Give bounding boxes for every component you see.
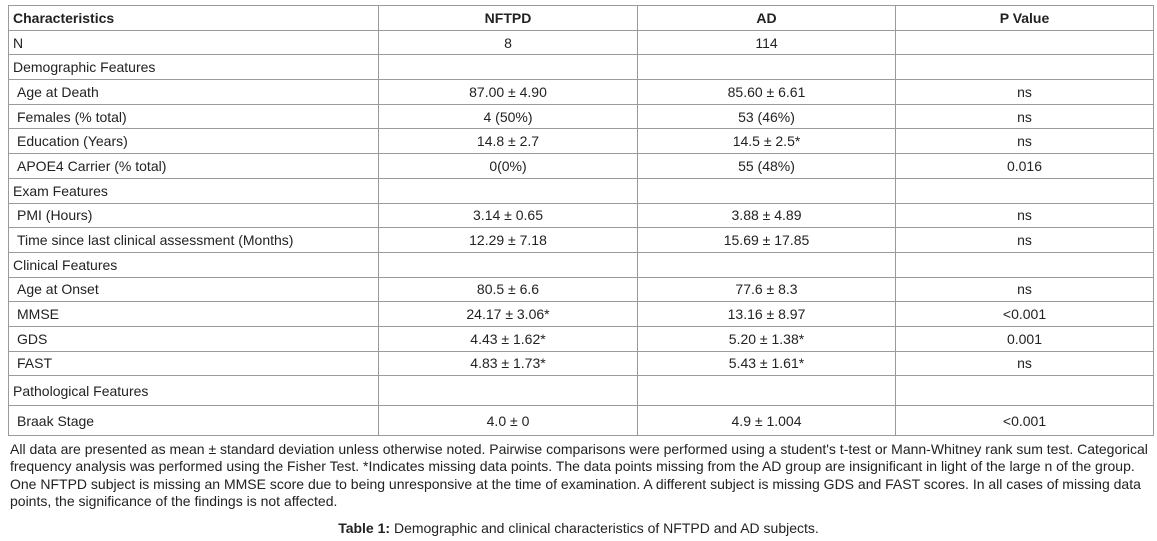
header-characteristics: Characteristics: [9, 6, 379, 31]
value-cell: 85.60 ± 6.61: [638, 80, 896, 105]
value-cell: 0.001: [896, 326, 1154, 351]
value-cell: 80.5 ± 6.6: [379, 277, 638, 302]
table-row: [9, 154, 1154, 179]
characteristic-cell: Education (Years): [9, 129, 379, 154]
characteristic-cell: Age at Onset: [9, 277, 379, 302]
value-cell: 4.83 ± 1.73*: [379, 351, 638, 376]
value-cell: ns: [896, 80, 1154, 105]
value-cell: [638, 55, 896, 80]
table-row: [9, 302, 1154, 327]
header-p-value: P Value: [896, 6, 1154, 31]
value-cell: 77.6 ± 8.3: [638, 277, 896, 302]
table-caption: [0, 520, 1157, 537]
value-cell: 14.8 ± 2.7: [379, 129, 638, 154]
value-cell: ns: [896, 277, 1154, 302]
characteristics-table-container: [8, 5, 1153, 436]
characteristic-cell: FAST: [9, 351, 379, 376]
value-cell: [379, 178, 638, 203]
value-cell: 4.43 ± 1.62*: [379, 326, 638, 351]
value-cell: <0.001: [896, 406, 1154, 436]
value-cell: [896, 376, 1154, 406]
table-row: [9, 326, 1154, 351]
section-label-cell: Clinical Features: [9, 252, 379, 277]
table-section-row: [9, 376, 1154, 406]
table-row: [9, 80, 1154, 105]
table-header-row: [9, 6, 1154, 31]
value-cell: [638, 178, 896, 203]
characteristics-table: [8, 5, 1154, 436]
table-row: [9, 104, 1154, 129]
value-cell: [638, 376, 896, 406]
value-cell: [896, 55, 1154, 80]
value-cell: ns: [896, 228, 1154, 253]
value-cell: 8: [379, 30, 638, 55]
value-cell: [896, 178, 1154, 203]
value-cell: 13.16 ± 8.97: [638, 302, 896, 327]
value-cell: [638, 252, 896, 277]
value-cell: 5.43 ± 1.61*: [638, 351, 896, 376]
characteristic-cell: Females (% total): [9, 104, 379, 129]
header-nftpd: NFTPD: [379, 6, 638, 31]
section-label-cell: Pathological Features: [9, 376, 379, 406]
value-cell: 4 (50%): [379, 104, 638, 129]
value-cell: 53 (46%): [638, 104, 896, 129]
value-cell: ns: [896, 351, 1154, 376]
characteristic-cell: MMSE: [9, 302, 379, 327]
table-body: [9, 30, 1154, 436]
value-cell: 0.016: [896, 154, 1154, 179]
table-row: [9, 277, 1154, 302]
characteristic-cell: Time since last clinical assessment (Months): [9, 228, 379, 253]
value-cell: [379, 252, 638, 277]
value-cell: 87.00 ± 4.90: [379, 80, 638, 105]
table-row: [9, 129, 1154, 154]
value-cell: 0(0%): [379, 154, 638, 179]
value-cell: ns: [896, 203, 1154, 228]
table-footnote: All data are presented as mean ± standard deviation unless otherwise noted. Pairwise comparisons were performed using a student's t-test or Mann-Whitney rank sum test. Categorical frequency analysis was performed using the Fisher Test. *Indicates missing data points. The data points missing from the AD group are insignificant in light of the large n of the group. One NFTPD subject is missing an MMSE score due to being unresponsive at the time of examination. A different subject is missing GDS and FAST scores. In all cases of missing data points, the significance of the findings is not affected.: [10, 441, 1148, 509]
value-cell: [896, 252, 1154, 277]
caption-text: Demographic and clinical characteristics of NFTPD and AD subjects.: [390, 520, 819, 536]
table-row: [9, 30, 1154, 55]
value-cell: [896, 30, 1154, 55]
characteristic-cell: PMI (Hours): [9, 203, 379, 228]
value-cell: 3.14 ± 0.65: [379, 203, 638, 228]
table-section-row: [9, 178, 1154, 203]
header-ad: AD: [638, 6, 896, 31]
table-section-row: [9, 55, 1154, 80]
value-cell: 114: [638, 30, 896, 55]
value-cell: 5.20 ± 1.38*: [638, 326, 896, 351]
table-row: [9, 203, 1154, 228]
value-cell: 15.69 ± 17.85: [638, 228, 896, 253]
value-cell: 12.29 ± 7.18: [379, 228, 638, 253]
table-row: [9, 406, 1154, 436]
value-cell: ns: [896, 129, 1154, 154]
characteristic-cell: GDS: [9, 326, 379, 351]
characteristic-cell: N: [9, 30, 379, 55]
value-cell: [379, 376, 638, 406]
caption-label: Table 1:: [338, 520, 391, 536]
characteristic-cell: Age at Death: [9, 80, 379, 105]
value-cell: 4.9 ± 1.004: [638, 406, 896, 436]
characteristic-cell: Braak Stage: [9, 406, 379, 436]
section-label-cell: Exam Features: [9, 178, 379, 203]
value-cell: 3.88 ± 4.89: [638, 203, 896, 228]
value-cell: [379, 55, 638, 80]
value-cell: 14.5 ± 2.5*: [638, 129, 896, 154]
table-row: [9, 228, 1154, 253]
value-cell: 55 (48%): [638, 154, 896, 179]
table-row: [9, 351, 1154, 376]
value-cell: ns: [896, 104, 1154, 129]
section-label-cell: Demographic Features: [9, 55, 379, 80]
value-cell: 24.17 ± 3.06*: [379, 302, 638, 327]
value-cell: 4.0 ± 0: [379, 406, 638, 436]
characteristic-cell: APOE4 Carrier (% total): [9, 154, 379, 179]
value-cell: <0.001: [896, 302, 1154, 327]
table-section-row: [9, 252, 1154, 277]
